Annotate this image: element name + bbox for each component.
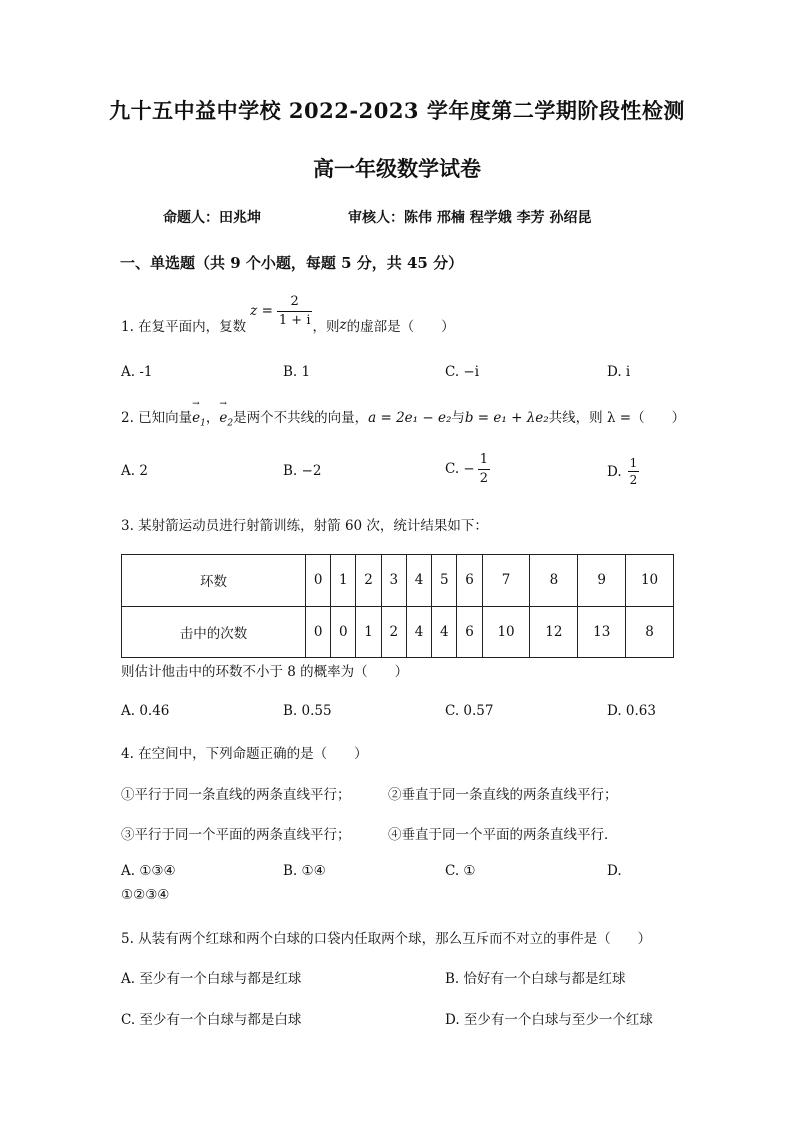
- table-cell: 0: [306, 555, 331, 607]
- table-cell: 9: [578, 555, 626, 607]
- q2-e1: → $e_1$: [192, 410, 206, 429]
- q4-option-d-content: ①②③④: [121, 887, 170, 903]
- q1-prefix: 1. 在复平面内，复数: [121, 319, 247, 335]
- q4-option-b: B. ①④: [283, 863, 326, 879]
- question-2: [121, 406, 685, 429]
- exam-title: 九十五中益中学校 2022-2023 学年度第二学期阶段性检测: [109, 98, 685, 123]
- table-cell: 13: [578, 606, 626, 658]
- table-cell: 4: [406, 606, 431, 658]
- q4-option-d: D.: [607, 863, 622, 879]
- q1-suffix-a: ，则: [312, 319, 340, 335]
- q3-option-a: A. 0.46: [121, 703, 170, 719]
- q4-statement-3: ③平行于同一个平面的两条直线平行；: [121, 827, 351, 843]
- q5-option-b: B. 恰好有一个白球与都是红球: [445, 971, 626, 987]
- q1-option-a: A. -1: [121, 364, 153, 380]
- table-cell: 8: [530, 555, 578, 607]
- reviewers: 审核人：陈伟 邢楠 程学娥 李芳 孙绍昆: [348, 210, 592, 226]
- q1-den: 1 + i: [278, 312, 311, 328]
- section-title: 一、单选题（共 9 个小题，每题 5 分，共 45 分）: [120, 254, 464, 272]
- table-cell: 7: [482, 555, 530, 607]
- q1-z: z: [339, 317, 347, 333]
- q3-option-c: C. 0.57: [445, 703, 494, 719]
- table-row: [122, 606, 674, 658]
- table-cell: 4: [406, 555, 431, 607]
- table-cell: 6: [457, 606, 482, 658]
- table-cell: 1: [356, 606, 381, 658]
- q3-after: 则估计他击中的环数不小于 8 的概率为（ ）: [121, 664, 409, 680]
- table-cell: 3: [381, 555, 406, 607]
- q2-suffix: 共线，则 λ =（ ）: [548, 410, 686, 426]
- q2-option-d-fraction: $\frac{1}{2}$: [629, 456, 638, 488]
- q1-z-eq: z =: [250, 303, 273, 319]
- q1-formula: [250, 294, 312, 328]
- table-cell: 8: [626, 606, 674, 658]
- table-cell: 6: [457, 555, 482, 607]
- q2-option-c-label: C. −: [445, 461, 475, 478]
- q2-comma: ，: [205, 410, 220, 426]
- q2-option-c: [445, 452, 490, 486]
- q2-option-c-fraction: $\frac{1}{2}$: [479, 452, 489, 486]
- table-header-rings: 环数: [122, 555, 306, 607]
- q1-suffix-b: 的虚部是（ ）: [346, 319, 455, 335]
- question-4: 4. 在空间中，下列命题正确的是（ ）: [121, 746, 368, 762]
- q5-option-c: C. 至少有一个白球与都是白球: [121, 1012, 302, 1028]
- q2-middle: 是两个不共线的向量，: [233, 410, 369, 426]
- q4-statement-2: ②垂直于同一条直线的两条直线平行；: [388, 787, 618, 803]
- author: 命题人：田兆坤: [163, 210, 261, 226]
- table-cell: 0: [306, 606, 331, 658]
- table-row: [122, 555, 674, 607]
- table-cell: 2: [381, 606, 406, 658]
- q4-option-c: C. ①: [445, 863, 476, 879]
- q5-option-d: D. 至少有一个白球与至少一个红球: [445, 1012, 653, 1028]
- q2-expr-b: b = e₁ + λe₂: [464, 410, 549, 426]
- table-cell: 0: [331, 606, 356, 658]
- q2-expr-a: a = 2e₁ − e₂: [368, 410, 452, 426]
- q2-prefix: 2. 已知向量: [121, 410, 193, 426]
- q4-statement-4: ④垂直于同一个平面的两条直线平行．: [388, 827, 618, 843]
- question-5: 5. 从装有两个红球和两个白球的口袋内任取两个球，那么互斥而不对立的事件是（ ）: [121, 931, 652, 947]
- question-1: [121, 295, 455, 355]
- q1-option-c: C. −i: [445, 364, 480, 380]
- q5-option-a: A. 至少有一个白球与都是红球: [121, 971, 302, 987]
- score-table: [121, 554, 674, 658]
- q2-option-b: B. −2: [283, 463, 322, 479]
- q1-num: 2: [290, 293, 299, 309]
- q3-option-b: B. 0.55: [283, 703, 332, 719]
- exam-subtitle: 高一年级数学试卷: [313, 156, 481, 181]
- table-cell: 4: [432, 606, 457, 658]
- q2-with: 与: [451, 410, 465, 426]
- q2-option-d: [607, 456, 639, 488]
- table-cell: 1: [331, 555, 356, 607]
- table-cell: 12: [530, 606, 578, 658]
- table-header-hits: 击中的次数: [122, 606, 306, 658]
- q1-fraction: [277, 294, 313, 328]
- q2-e2: → $e_2$: [219, 410, 233, 429]
- q2-option-a: A. 2: [121, 463, 148, 479]
- q1-option-d: D. i: [607, 364, 631, 380]
- q4-statement-1: ①平行于同一条直线的两条直线平行；: [121, 787, 351, 803]
- q3-option-d: D. 0.63: [607, 703, 656, 719]
- q1-option-b: B. 1: [283, 364, 311, 380]
- q2-option-d-label: D.: [607, 463, 622, 480]
- table-cell: 2: [356, 555, 381, 607]
- table-cell: 10: [482, 606, 530, 658]
- question-3: 3. 某射箭运动员进行射箭训练，射箭 60 次，统计结果如下：: [121, 518, 488, 534]
- table-cell: 10: [626, 555, 674, 607]
- q4-option-a: A. ①③④: [121, 863, 176, 879]
- table-cell: 5: [432, 555, 457, 607]
